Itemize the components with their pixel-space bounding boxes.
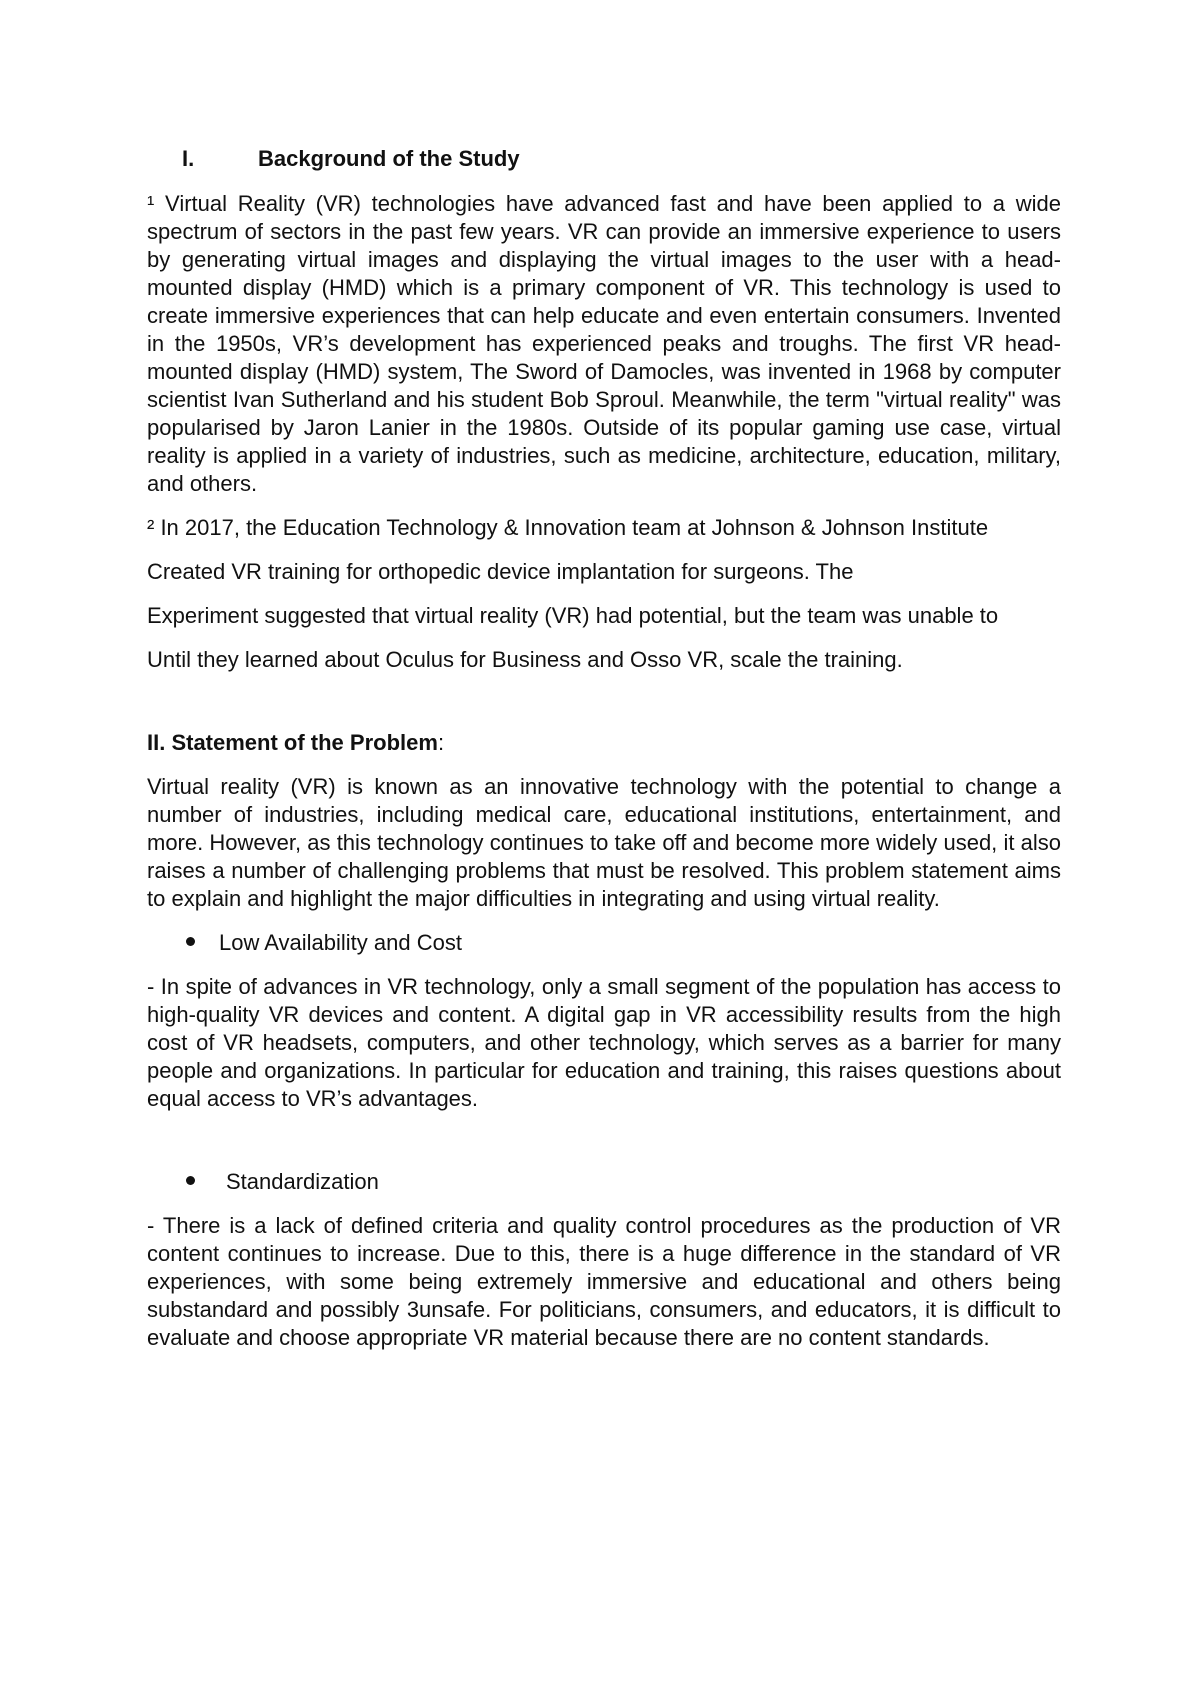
paragraph-vr-training: Created VR training for orthopedic device implantation for surgeons. The (147, 559, 854, 584)
section-title: Background of the Study (258, 146, 520, 171)
paragraph-johnson-institute: ² In 2017, the Education Technology & Innovation team at Johnson & Johnson Institute (147, 515, 989, 540)
section-title-suffix: : (437, 730, 445, 755)
section-title: II. Statement of the Problem (147, 730, 438, 755)
bullet-label: Standardization (226, 1169, 379, 1194)
paragraph-oculus: Until they learned about Oculus for Business and Osso VR, scale the training. (147, 647, 903, 672)
document-page (147, 145, 1061, 1368)
paragraph-vr-overview: ¹ Virtual Reality (VR) technologies have advanced fast and have been applied to a wide spectrum of sectors in the past few years. VR can provide an immersive experience to users by generating virtual images and displaying the virtual images to the user with a head-mounted display (HMD) which is a primary component of VR. This technology is used to create immersive experiences that can help educate and even entertain consumers. Invented in the 1950s, VR’s development has experienced peaks and troughs. The first VR head-mounted display (HMD) system, The Sword of Damocles, was invented in 1968 by computer scientist Ivan Sutherland and his student Bob Sproul. Meanwhile, the term "virtual reality" was popularised by Jaron Lanier in the 1980s. Outside of its popular gaming use case, virtual reality is applied in a variety of industries, such as medicine, architecture, education, military, and others. (147, 191, 1061, 496)
paragraph-experiment: Experiment suggested that virtual reality (VR) had potential, but the team was unable to (147, 603, 999, 628)
bullet-icon (186, 937, 195, 946)
list-item (147, 929, 1061, 957)
paragraph-standardization: - There is a lack of defined criteria and quality control procedures as the production of VR content continues to increase. Due to this, there is a huge difference in the standard of VR experiences, with some being extremely immersive and educational and others being substandard and possibly 3unsafe. For politicians, consumers, and educators, it is difficult to evaluate and choose appropriate VR material because there are no content standards. (147, 1213, 1061, 1350)
bullet-icon (186, 1176, 195, 1185)
section-number: I. (182, 146, 195, 171)
paragraph-availability-cost: - In spite of advances in VR technology, only a small segment of the population has access to high-quality VR devices and content. A digital gap in VR accessibility results from the high cost of VR headsets, computers, and other technology, which serves as a barrier for many people and organizations. In particular for education and training, this raises questions about equal access to VR’s advantages. (147, 974, 1061, 1111)
section-heading-background (147, 145, 1061, 173)
list-item (147, 1168, 1061, 1196)
paragraph-problem-intro: Virtual reality (VR) is known as an innovative technology with the potential to change a number of industries, including medical care, educational institutions, entertainment, and more. However, as this technology continues to take off and become more widely used, it also raises a number of challenging problems that must be resolved. This problem statement aims to explain and highlight the major difficulties in integrating and using virtual reality. (147, 774, 1061, 911)
section-heading-problem (147, 729, 1061, 757)
bullet-label: Low Availability and Cost (219, 930, 462, 955)
